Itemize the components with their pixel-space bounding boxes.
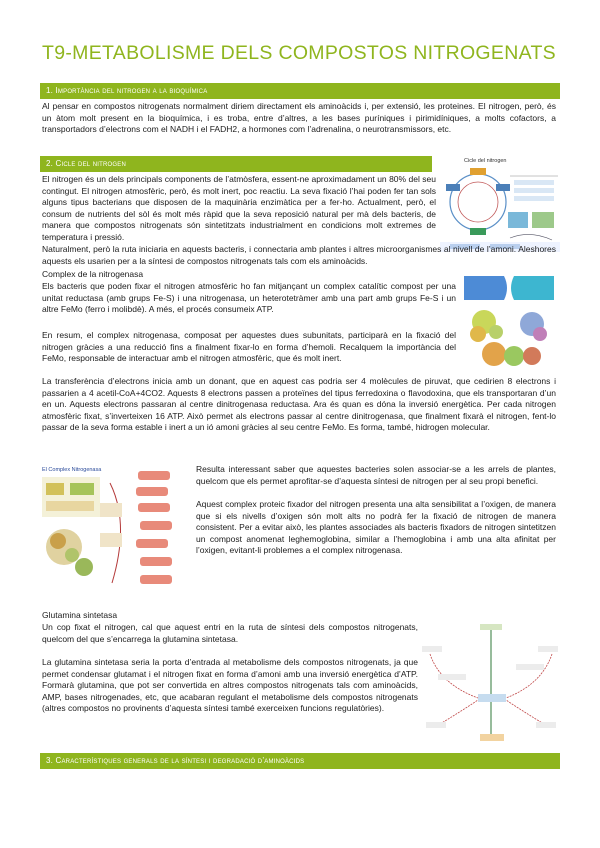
paragraph-text: El nitrogen és un dels principals components de l’atmòsfera, essent-ne aproximadament un 80% del seu contingut. El nitrogen atmosfèric, però, és molt inert, poc reactiu. La seva fixació l’hai poden fer tan sols alguns tipus bacterians que disposen de la maquinària enzimàtica per a fer-ho. Actualment, però, el consum de nutrients del sòl és molt més ràpid que la seva reposició natural per mà dels bacteris, de manera que compostos nitrogenats són sintetitzats industrialment en condicions molt extremes de temperatura i pressió. <box>42 174 436 242</box>
section-heading-3: 3. Característiques generals de la síntesi i degradació d’aminoàcids <box>40 753 560 769</box>
nitrogenase-structure-figure <box>458 268 560 370</box>
paragraph-text: En resum, el complex nitrogenasa, composat per aquestes dues subunitats, participarà en la fixació del nitrogen gràcies a una reducció fins a finalment fixar-lo en forma d’hemoli. Recalquem la importància del FeMo, responsable de interactuar amb el nitrogen atmosfèric, que és molt inert. <box>42 330 456 364</box>
paragraph-importance <box>42 101 556 136</box>
paragraph-cycle-route <box>42 244 556 267</box>
paragraph-text: La glutamina sintetasa seria la porta d’entrada al metabolisme dels compostos nitrogenats, ja que permet condensar glutamat i el nitrogen fixat en forma d’amoni amb una inversió energètica d’ATP. Formarà glutamina, que pot ser convertida en altres compostos nitrogenats tals com aminoàcids, AMP, bases nitrogenades, etc, que acabaran regulant el metabolisme dels compostos nitrogenats (altres compostos no provinents d’aquesta síntesi també exerceixen funcions regulatòries). <box>42 657 418 714</box>
subheading-nitrogenase: Complex de la nitrogenasa <box>42 269 144 279</box>
nitrogen-cycle-figure <box>440 154 560 256</box>
paragraph-text: Els bacteris que poden fixar el nitrogen atmosfèric ho fan mitjançant un complex catalític compost per una unitat reductasa (amb grups Fe-S) i una nitrogenasa, un heterotetràmer amb una part amb grups Fe-S i un altre FeMo (ferro i molibdè). A més, el procés consumeix ATP. <box>42 281 456 315</box>
paragraph-text: Aquest complex proteic fixador del nitrogen presenta una alta sensibilitat a l’oxigen, de manera que si els nivells d’oxigen són molt alts no podrà fer la fixació de nitrogen de manera consistent. Per a evitar això, les plantes associades als bacteris fixadors de nitrogen sintetitzen un compost anomenat leghemoglobina, similar a l’hemoglobina i amb una alta afinitat per l’oxigen, evitant-li problemes a el complex nitrogenasa. <box>196 499 556 556</box>
paragraph-nitrogenase <box>42 281 456 316</box>
glutamine-regulation-diagram <box>420 624 560 752</box>
cycle-title: Cicle del nitrogen <box>464 158 507 164</box>
nitrogenase-structure-image <box>458 268 560 370</box>
nitrogen-cycle-diagram <box>440 154 560 256</box>
paragraph-text: Naturalment, però la ruta iniciaria en aquests bacteris, i connectaria amb plantes i altres microorganismes al nivell de l’amoni. Aleshores aquests els usarien per a la síntesi de compostos nitrogenats tals com els aminoàcids. <box>42 244 556 266</box>
paragraph-electron-transfer <box>42 376 556 434</box>
paragraph-glutamine-intro <box>42 622 418 645</box>
glutamine-regulation-figure <box>420 624 560 752</box>
section-heading-2: 2. Cicle del nitrogen <box>40 156 432 172</box>
paragraph-text: Resulta interessant saber que aquestes bacteries solen associar-se a les arrels de plantes, quelcom que els permet aprofitar-se d’aquesta síntesi de nitrogen per al seu propi benefici. <box>196 464 556 486</box>
nitrogenase-complex-figure <box>40 463 192 601</box>
section-heading-1: 1. Importància del nitrogen a la bioquímica <box>40 83 560 99</box>
nitrogenase-complex-diagram <box>40 463 192 601</box>
paragraph-text: Un cop fixat el nitrogen, cal que aquest entri en la ruta de síntesi dels compostos nitrogenats, quelcom del que s’encarrega la glutamina sintetasa. <box>42 622 418 644</box>
page-title: T9-METABOLISME DELS COMPOSTOS NITROGENATS <box>42 42 556 64</box>
paragraph-text: Al pensar en compostos nitrogenats normalment diriem directament els aminoàcids i, per extensió, les proteines. El nitrogen, però, és un àtom molt present en la bioquímica, i es troba, entre d’altres, a les bases puríniques i pirimidíniques, a molts cofactors, a transportadors d’electrons com el NADH i el FADH2, a hormones com l’adrenalina, o neurotransmissors, etc. <box>42 101 556 135</box>
complex-title: El Complex Nitrogenasa <box>42 467 102 473</box>
subheading-glutamine: Glutamina sintetasa <box>42 610 118 620</box>
paragraph-root-association <box>196 464 556 487</box>
paragraph-text: La transferència d’electrons inicia amb un donant, que en aquest cas podria ser 4 molècules de piruvat, que cedirien 8 electrons i passarien a 4 acetil-CoA+4CO2. Aquests 8 electrons passen a proteïnes del tipus ferredoxina o flavodoxina, que els transportaran d’un en un. Aquests electrons passaran al centre dinitrogenasa reductasa. Ara és quan es dóna la inversió energètica. Per cada nitrogen atmosfèric fixat, s’inverteixen 16 ATP. Això permet als electrons passar al centre dinitrogenasa, que finalment fixarà el nitrogen, fent-lo passar de la seva forma estable i inert a un ió amoni gràcies al seu centre FeMo. Es forma, també, hidrogen molecular. <box>42 376 556 433</box>
paragraph-oxygen-sensitivity <box>196 499 556 557</box>
paragraph-summary <box>42 330 456 365</box>
paragraph-glutamine-synthetase <box>42 657 418 715</box>
paragraph-cycle <box>42 174 436 244</box>
